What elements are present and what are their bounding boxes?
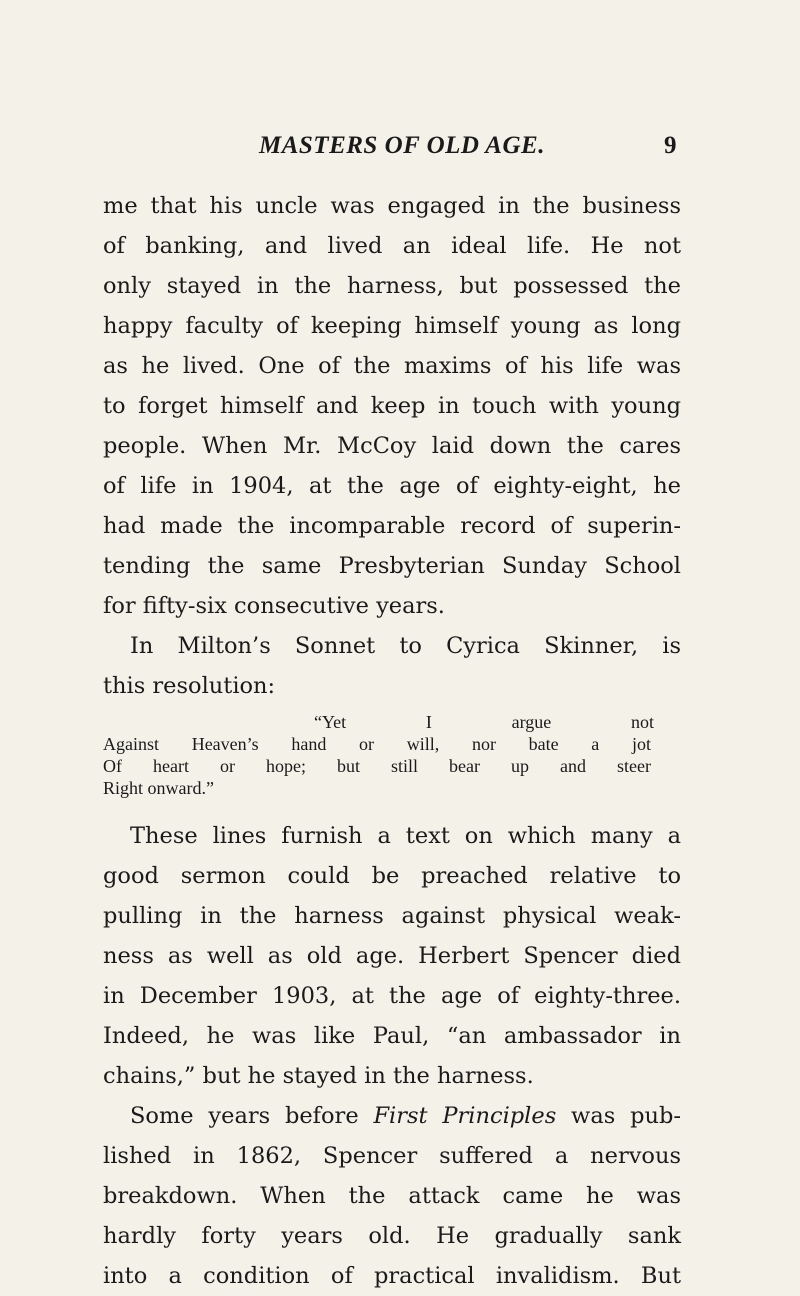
text-line: into a condition of practical invalidism. But — [103, 1263, 681, 1289]
page-number: 9 — [664, 132, 677, 159]
text-line: breakdown. When the attack came he was — [103, 1183, 681, 1209]
text-run: was pub- — [556, 1103, 681, 1129]
text-line: Indeed, he was like Paul, “an ambassador in — [103, 1023, 681, 1049]
quote-line: Right onward.” — [103, 778, 214, 798]
quote-line: “Yet I argue not — [314, 712, 654, 732]
text-line: chains,” but he stayed in the harness. — [103, 1063, 534, 1089]
text-line: lished in 1862, Spencer suffered a nervous — [103, 1143, 681, 1169]
text-line: me that his uncle was engaged in the business — [103, 193, 681, 219]
text-line: as he lived. One of the maxims of his life was — [103, 353, 681, 379]
text-line: this resolution: — [103, 673, 276, 699]
text-line: only stayed in the harness, but possessed the — [103, 273, 681, 299]
text-line: of banking, and lived an ideal life. He not — [103, 233, 681, 259]
text-line: tending the same Presbyterian Sunday School — [103, 553, 681, 579]
text-line: people. When Mr. McCoy laid down the cares — [103, 433, 681, 459]
quote-line: Against Heaven’s hand or will, nor bate a jot — [103, 734, 651, 754]
text-line: In Milton’s Sonnet to Cyrica Skinner, is — [130, 633, 681, 659]
book-title: First Principles — [373, 1103, 557, 1129]
text-line-with-title — [130, 1096, 681, 1136]
text-line: hardly forty years old. He gradually sank — [103, 1223, 681, 1249]
text-run: Some years before — [130, 1103, 374, 1129]
text-line: These lines furnish a text on which many a — [130, 823, 681, 849]
text-line: for fifty-six consecutive years. — [103, 593, 445, 619]
running-head-title: MASTERS OF OLD AGE. — [259, 132, 545, 159]
text-line: to forget himself and keep in touch with young — [103, 393, 681, 419]
text-line: ness as well as old age. Herbert Spencer died — [103, 943, 681, 969]
text-line: happy faculty of keeping himself young as long — [103, 313, 681, 339]
text-line: in December 1903, at the age of eighty-three. — [103, 983, 681, 1009]
text-line: of life in 1904, at the age of eighty-eight, he — [103, 473, 681, 499]
quote-line: Of heart or hope; but still bear up and steer — [103, 756, 651, 776]
text-line: had made the incomparable record of superin- — [103, 513, 681, 539]
text-line: good sermon could be preached relative to — [103, 863, 681, 889]
text-line: pulling in the harness against physical weak- — [103, 903, 681, 929]
